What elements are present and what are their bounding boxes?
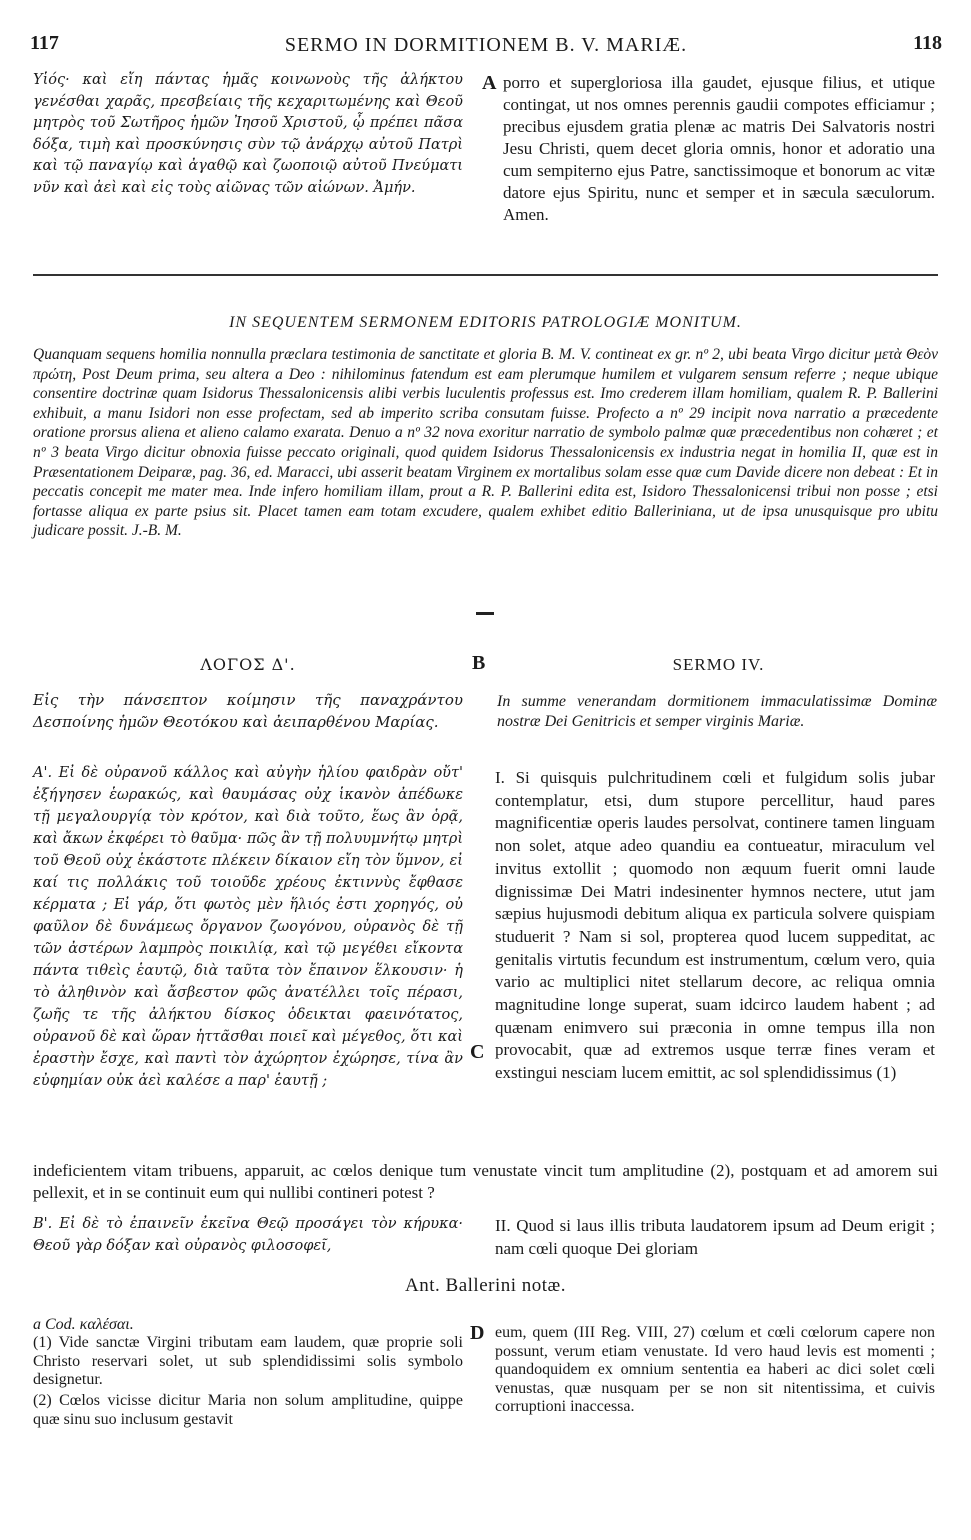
note-a: a Cod. καλέσαι. — [33, 1316, 134, 1333]
margin-letter-c: C — [470, 1041, 485, 1063]
margin-letter-b: B — [472, 652, 486, 674]
margin-letter-d: D — [470, 1322, 485, 1344]
section-rule — [33, 274, 938, 276]
latin-paragraph-2: II. Quod si laus illis tributa laudatorem ipsum ad Deum erigit ; nam cœli quoque Dei gloriam — [495, 1216, 935, 1258]
running-title: SERMO IN DORMITIONEM B. V. MARIÆ. — [284, 34, 688, 56]
separator-dash — [476, 612, 494, 615]
latin-sermon-title: In summe venerandam dormitionem immaculatissimæ Dominæ nostræ Dei Genitricis et semper virginis Mariæ. — [497, 693, 937, 730]
note-continuation: eum, quem (III Reg. VIII, 27) cœlum et cœli cœlorum capere non possunt, verum etiam venustate. Id vero haud levis est momenti ; quandoquidem ex omnium sententia ea haberi ac dici solet cœli venustas, quæ nusquam per se non sit nitentissima, et cuivis corruptioni inaccessa. — [495, 1324, 935, 1415]
greek-paragraph-1: Α'. Εἰ δὲ οὐρανοῦ κάλλος καὶ αὐγὴν ἡλίου φαιδρὰν οὔτ' ἐξήγησεν ἑωρακώς, καὶ θαυμάσας οὐχ ἱκανὸν ἀπέδωκε τῇ μεγαλουργίᾳ τὸν κρότον, καὶ διὰ τοῦτο, ἕως ἂν ὁρᾷ, καὶ ἄκων ἐκφέρει τὸ θαῦμα· πῶς ἂν τῇ πολυυμνήτῳ μητρὶ τοῦ Θεοῦ οὐχ ἑκάστοτε πλέκειν δίκαιον εἴη τὸν ὕμνον, εἰ καί τις πολλάκις τοῦ τοιοῦδε χρέους ἐκτιννὺς ἔφθασε κέρματα ; Εἰ γάρ, ὅτι φωτὸς μὲν ἥλιός ἐστι χορηγός, οὐ φαῦλον δὲ δυνάμεως ὄργανον ζωογόνου, οὐρανὸς δὲ τῇ τῶν ἀστέρων λαμπρὸς ποικιλίᾳ, καὶ τῷ μεγέθει εἴκοντα πάντα τιθεὶς ἑαυτῷ, διὰ ταῦτα τὸν ἔπαινον ἕλκουσιν· ἡ τὸ ἀληθινὸν καὶ ἄσβεστον φῶς ἀνατέλλει τοῖς πέρασι, ζωῆς τε τῆς ἀλήκτου δίσκος ὁδεικται φαεινότατος, οὐρανοῦ δὲ καὶ ὥραν ἡττᾶσθαι ποιεῖ καὶ μέγεθος, ὅτι καὶ ἐραστὴν ἔσχε, καὶ παντὶ τὸν ἀχώρητον ἐχώρησε, τίνα ἂν εὐφημίαν οὐκ ἀεὶ καλέσε a παρ' ἑαυτῇ ; — [33, 765, 463, 1089]
greek-sermon-title: Εἰς τὴν πάνσεπτον κοίμησιν τῆς παναχράντου Δεσποίνης ἡμῶν Θεοτόκου καὶ ἀειπαρθένου Μαρίας. — [33, 691, 463, 731]
greek-paragraph-2: Β'. Εἰ δὲ τὸ ἐπαινεῖν ἐκεῖνα Θεῷ προσάγει τὸν κήρυκα· Θεοῦ γὰρ δόξαν καὶ οὐρανὸς φιλοσοφεῖ, — [33, 1216, 463, 1254]
greek-sermon-heading: ΛΟΓΟΣ Δ'. — [200, 655, 296, 674]
latin-sermon-heading: SERMO IV. — [672, 655, 765, 674]
monitum-title: IN SEQUENTEM SERMONEM EDITORIS PATROLOGIÆ MONITUM. — [229, 314, 742, 331]
latin-conclusion: porro et supergloriosa illa gaudet, ejusque filius, et utique contingat, ut nos omnes perennis gaudii compotes efficiamur ; precibus ejusdem gratia plenæ ac matris Dei Salvatoris nostri Jesu Christi, quem decet gloria omnis, honor et adoratio una cum sempiterno ejus Patre, sanctissimoque et bonorum ac vitæ datore ejus Spiritu, nunc et semper et in sæcula sæculorum. Amen. — [503, 73, 935, 224]
margin-letter-a: A — [482, 72, 497, 94]
note-2: (2) Cœlos vicisse dicitur Maria non solum amplitudine, quippe quæ sinu suo inclusum gestavit — [33, 1392, 463, 1428]
page-number-right: 118 — [913, 32, 942, 54]
greek-conclusion: Υἱός· καὶ εἴη πάντας ἡμᾶς κοινωνοὺς τῆς ἀλήκτου γενέσθαι χαρᾶς, πρεσβείαις τῆς κεχαριτωμένης καὶ Θεοῦ μητρὸς τοῦ Σωτῆρος ἡμῶν Ἰησοῦ Χριστοῦ, ᾧ πρέπει πᾶσα δόξα, τιμὴ καὶ προσκύνησις σὺν τῷ ἀνάρχῳ αὐτοῦ Πατρὶ καὶ τῷ παναγίῳ καὶ ἀγαθῷ καὶ ζωοποιῷ αὐτοῦ Πνεύματι νῦν καὶ ἀεὶ καὶ εἰς τοὺς αἰῶνας τῶν αἰώνων. Ἀμήν. — [33, 72, 463, 196]
full-width-continuation: indeficientem vitam tribuens, apparuit, ac cœlos denique tum venustate vincit tum amplitudine (2), postquam et ad amorem sui pellexit, et in se continuit eum qui nullibi contineri potest ? — [33, 1161, 938, 1202]
monitum-text: Quanquam sequens homilia nonnulla præclara testimonia de sanctitate et gloria B. M. V. contineat ex gr. nº 2, ubi beata Virgo dicitur μετὰ Θεὸν πρώτη, Post Deum prima, seu altera a Deo : nihilominus fatendum est eam plerumque humilem et vulgarem sensum referre ; neque ubique consentire doctrinæ quam Isidorus Thessalonicensis alibi verbis luculentis professus est. Imo crederem illam homiliam, qualem R. P. Ballerini exhibuit, a manu Isidori non esse profectam, sed ab imperito scriba consutam fuisse. Profecto a nº 29 incipit nova narratio a præcedente oratione prorsus aliena et alieno calamo exarata. Denuo a nº 32 nova exoritur narratio de symbolo palmæ quæ præcedentibus non cohæret ; et nº 3 beata Virgo dicitur obnoxia fuisse peccato originali, quod quidem Isidorus Thessalonicensis ex industria negat in homilia II, quæ est in Præsentationem Deiparæ, pag. 36, ed. Maracci, ubi asserit beatam Virginem ex mortalibus solam esse quæ cum Davide dicere non debeat : Et in peccatis concepit me mater mea. Inde infero homiliam illam, prout a R. P. Ballerini edita est, Isidoro Thessalonicensi tribui non posse ; etsi fortasse aliqua ex parte psius sit. Placet tamen eam totam excudere, qualem exhibet editio Balleriniana, ut de ipsa unusquisque pro ubitu judicare possit. J.-B. M. — [33, 346, 938, 540]
note-1: (1) Vide sanctæ Virgini tributam eam laudem, quæ proprie soli Christo reservari solet, ut sub splendidissimi solis symbolo designetur. — [33, 1334, 463, 1388]
page-number-left: 117 — [30, 32, 59, 54]
notes-title: Ant. Ballerini notæ. — [405, 1275, 566, 1296]
running-header — [30, 30, 942, 58]
latin-paragraph-1: I. Si quisquis pulchritudinem cœli et fulgidum solis jubar contemplatur, etsi, dum stupore percellitur, haud pares magnificentiæ operis laudes persolvat, continere tamen linguam non solet, atque adeo quandiu ea contueatur, miraculum vel invitus extollit ; quomodo non æquum fuerit omni laude dignissimæ Dei Matri indesinenter hymnos nectere, utut jam sæpius hujusmodi debitum aliqua ex particula solvere quispiam studuerit ? Nam si sol, propterea quod lucem suppeditat, ac genitalis virtutis fecundum est instrumentum, cœlum vero, quia vario ac multiplici nitet stellarum decore, ac reliqua omnia magnitudine longe superat, suam idcirco laudem habent ; ad quænam enimvero sui præconia in omne tempus illa non provocabit, quæ ad extremos usque terræ fines veram et exstingui nesciam lucem emittit, ac sol splendidissimus (1) — [495, 768, 935, 1083]
